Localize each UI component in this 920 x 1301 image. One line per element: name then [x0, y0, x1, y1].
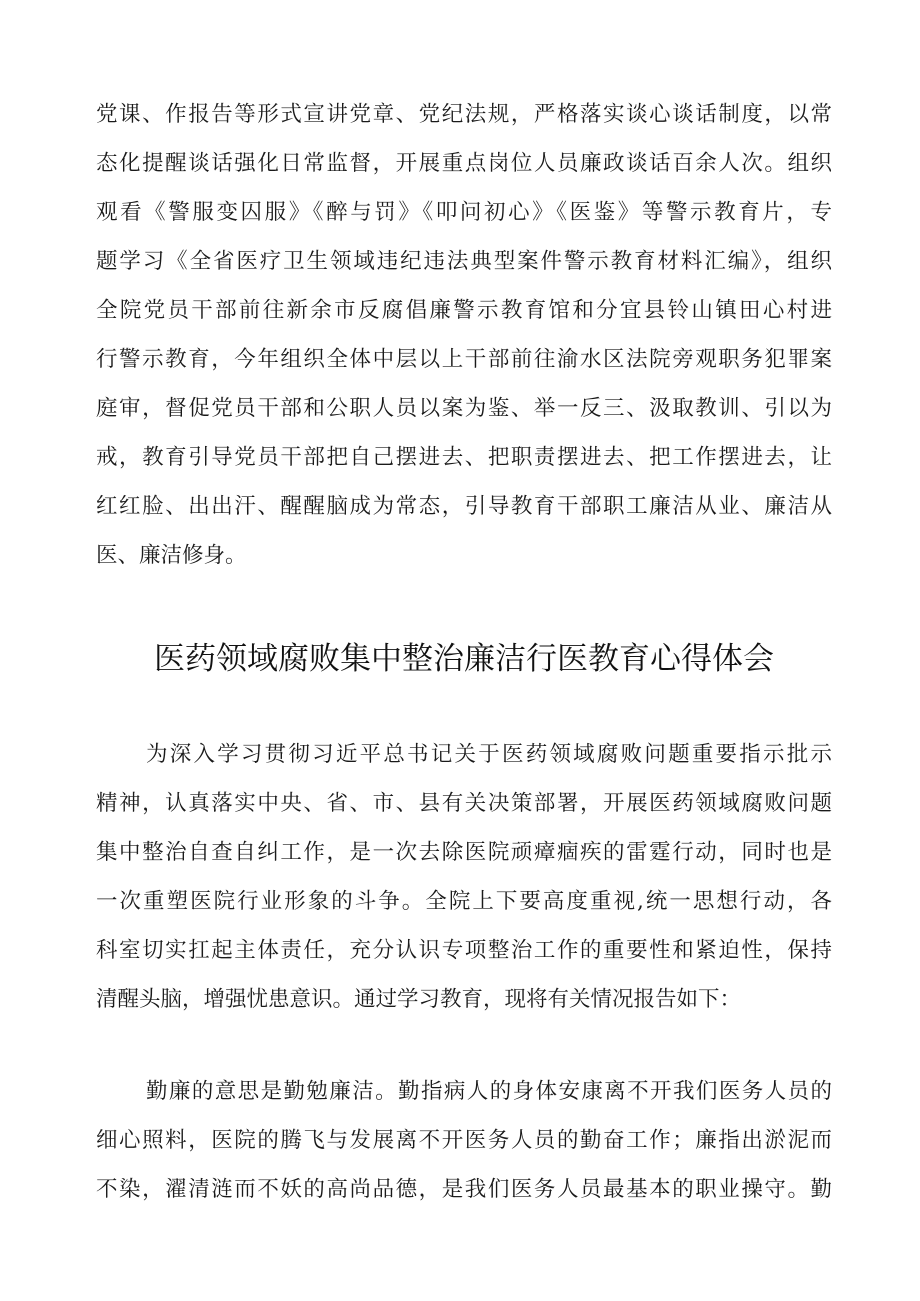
paragraph-line: 行警示教育，今年组织全体中层以上干部前往渝水区法院旁观职务犯罪案: [96, 347, 832, 372]
paragraph-line: 医、廉洁修身。: [96, 543, 247, 568]
paragraph-line: 观看《警服变囚服》《醉与罚》《叩问初心》《医鉴》等警示教育片，专: [96, 200, 832, 225]
paragraph-line: 戒，教育引导党员干部把自己摆进去、把职责摆进去、把工作摆进去，让: [96, 445, 832, 470]
paragraph-line: 细心照料，医院的腾飞与发展离不开医务人员的勤奋工作；廉指出淤泥而: [96, 1128, 832, 1153]
paragraph-line: 为深入学习贯彻习近平总书记关于医药领域腐败问题重要指示批示: [146, 742, 832, 767]
paragraph-line: 勤廉的意思是勤勉廉洁。勤指病人的身体安康离不开我们医务人员的: [146, 1079, 832, 1104]
paragraph-line: 党课、作报告等形式宣讲党章、党纪法规，严格落实谈心谈话制度，以常: [96, 102, 832, 127]
paragraph-line: 不染，濯清涟而不妖的高尚品德，是我们医务人员最基本的职业操守。勤: [96, 1177, 832, 1202]
paragraph-line: 红红脸、出出汗、醒醒脑成为常态，引导教育干部职工廉洁从业、廉洁从: [96, 494, 832, 519]
paragraph-line: 清醒头脑，增强忧患意识。通过学习教育，现将有关情况报告如下：: [96, 987, 742, 1012]
paragraph-line: 全院党员干部前往新余市反腐倡廉警示教育馆和分宜县铃山镇田心村进: [96, 298, 832, 323]
paragraph-line: 态化提醒谈话强化日常监督，开展重点岗位人员廉政谈话百余人次。组织: [96, 151, 832, 176]
paragraph-line: 题学习《全省医疗卫生领域违纪违法典型案件警示教育材料汇编》，组织: [96, 249, 832, 274]
paragraph-line: 精神，认真落实中央、省、市、县有关决策部署，开展医药领域腐败问题: [96, 791, 832, 816]
paragraph-line: 集中整治自查自纠工作，是一次去除医院顽瘴痼疾的雷霆行动，同时也是: [96, 840, 832, 865]
section-heading: 医药领域腐败集中整治廉洁行医教育心得体会: [154, 641, 774, 677]
paragraph-line: 科室切实扛起主体责任，充分认识专项整治工作的重要性和紧迫性，保持: [96, 938, 832, 963]
paragraph-line: 一次重塑医院行业形象的斗争。全院上下要高度重视,统一思想行动，各: [96, 889, 832, 914]
paragraph-line: 庭审，督促党员干部和公职人员以案为鉴、举一反三、汲取教训、引以为: [96, 396, 832, 421]
